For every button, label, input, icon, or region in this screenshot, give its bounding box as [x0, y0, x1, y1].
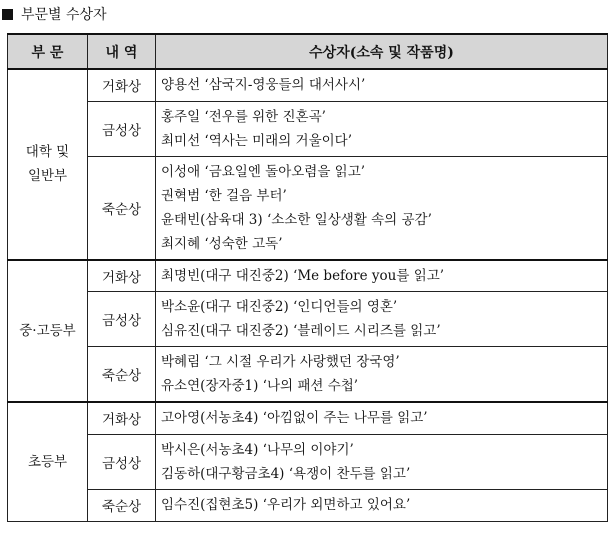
award-label: 죽순상	[88, 347, 156, 403]
section-heading	[2, 4, 107, 24]
winner-entry: 김동하(대구황금초4) ‘욕쟁이 찬두를 읽고’	[161, 465, 411, 482]
header-category: 부 문	[8, 34, 88, 69]
table-row	[8, 402, 608, 434]
award-label: 거화상	[88, 260, 156, 292]
table-row	[8, 101, 608, 156]
winner-entry: 이성애 ‘금요일엔 돌아오렴을 읽고’	[161, 163, 366, 180]
group-university	[8, 69, 608, 260]
section-heading-text: 부문별 수상자	[21, 7, 107, 23]
winner-entry: 최미선 ‘역사는 미래의 거울이다’	[161, 132, 352, 149]
winner-entry: 박혜림 ‘그 시절 우리가 사랑했던 장국영’	[161, 354, 400, 370]
table-row	[8, 260, 608, 292]
category-label-line: 대학 및	[25, 144, 70, 161]
winners-cell	[156, 402, 608, 434]
winner-entry: 최명빈(대구 대진중2) ‘Me before you를 읽고’	[161, 267, 445, 284]
award-label: 죽순상	[88, 156, 156, 260]
winners-cell	[156, 489, 608, 521]
winners-cell	[156, 69, 608, 101]
black-square-icon	[2, 9, 13, 20]
winner-entry: 박시은(서농초4) ‘나무의 이야기’	[161, 441, 354, 458]
category-label-line: 초등부	[27, 453, 68, 470]
winners-cell	[156, 347, 608, 403]
table-row	[8, 489, 608, 521]
table-row	[8, 292, 608, 347]
table-row	[8, 156, 608, 260]
header-award: 내 역	[88, 34, 156, 69]
award-label: 금성상	[88, 101, 156, 156]
category-cell	[8, 402, 88, 521]
winner-entry: 유소연(장자중1) ‘나의 패션 수첩’	[161, 378, 359, 394]
winners-cell	[156, 156, 608, 260]
winner-entry: 권혁범 ‘한 걸음 부터’	[161, 187, 287, 204]
winners-cell	[156, 101, 608, 156]
awards-table	[7, 33, 608, 522]
award-label: 금성상	[88, 434, 156, 489]
table-row	[8, 434, 608, 489]
winner-entry: 최지혜 ‘성숙한 고독’	[161, 235, 283, 252]
group-middle-high	[8, 260, 608, 403]
winners-cell	[156, 292, 608, 347]
winners-cell	[156, 260, 608, 292]
header-row	[8, 34, 608, 69]
category-cell	[8, 69, 88, 260]
table-row	[8, 69, 608, 101]
winner-entry: 윤태빈(삼육대 3) ‘소소한 일상생활 속의 공감’	[161, 211, 432, 228]
group-elementary	[8, 402, 608, 521]
category-cell	[8, 260, 88, 403]
winners-cell	[156, 434, 608, 489]
winner-entry: 임수진(집현초5) ‘우리가 외면하고 있어요’	[161, 497, 411, 513]
category-label-line: 중·고등부	[19, 322, 76, 339]
award-label: 금성상	[88, 292, 156, 347]
category-label-line: 일반부	[27, 168, 68, 185]
winner-entry: 심유진(대구 대진중2) ‘블레이드 시리즈를 읽고’	[161, 323, 441, 339]
winner-entry: 고아영(서농초4) ‘아낌없이 주는 나무를 읽고’	[161, 410, 428, 427]
header-winners: 수상자(소속 및 작품명)	[156, 34, 608, 69]
award-label: 거화상	[88, 402, 156, 434]
award-label: 거화상	[88, 69, 156, 101]
winner-entry: 홍주일 ‘전우를 위한 진혼곡’	[161, 108, 326, 125]
winner-entry: 박소윤(대구 대진중2) ‘인디언들의 영혼’	[161, 299, 398, 315]
winner-entry: 양용선 ‘삼국지-영웅들의 대서사시’	[161, 77, 366, 94]
award-label: 죽순상	[88, 489, 156, 521]
table-row	[8, 347, 608, 403]
